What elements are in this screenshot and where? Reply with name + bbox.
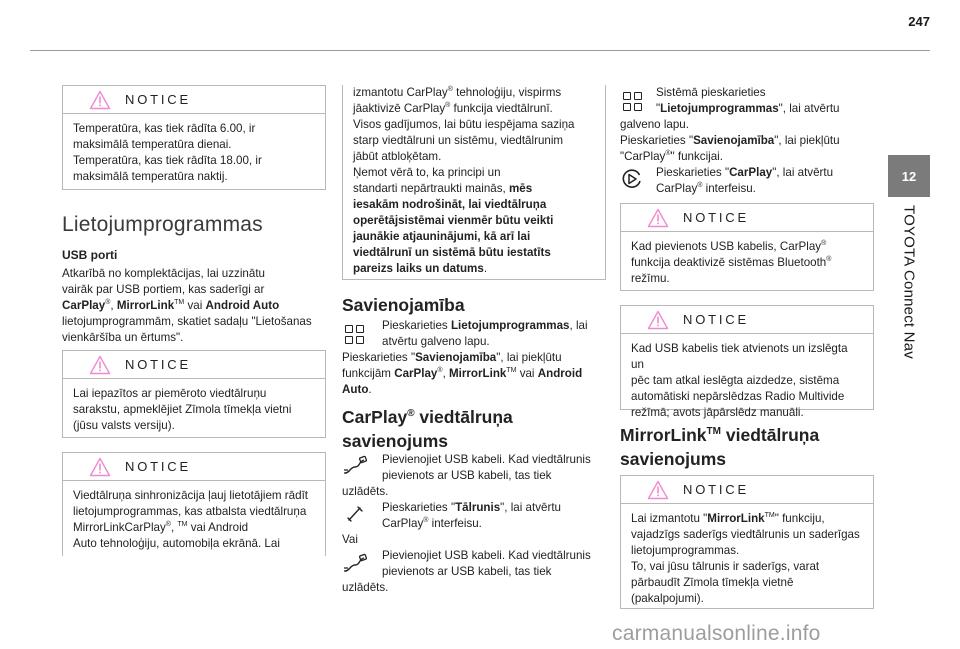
text-span: interfeisu. [428, 517, 482, 530]
notice-header [621, 476, 873, 504]
notice-text [63, 481, 325, 558]
text-line [620, 149, 874, 165]
reg-mark: ® [407, 408, 415, 420]
watermark: carmanualsonline.info [612, 622, 821, 645]
notice-box-bluetooth [620, 203, 874, 291]
text-line: galveno lapu. [620, 118, 689, 131]
text-span: MirrorLink [620, 425, 707, 445]
mirrorlink-term: MirrorLink [116, 299, 175, 312]
separator: , [442, 367, 450, 380]
notice-line: Auto tehnoloģiju, automobiļa ekrānā. Lai [73, 537, 280, 550]
notice-line [353, 197, 595, 213]
notice-header [63, 351, 325, 379]
bold-span: Savienojamība [693, 134, 775, 147]
text-span: , lai [569, 319, 588, 332]
reg-mark: ® [826, 256, 832, 264]
text-span: Pieskarieties " [620, 134, 694, 147]
bold-span: Tālrunis [455, 501, 501, 514]
notice-line: vajadzīgs saderīgs viedtālrunis un saderīgas [631, 528, 860, 541]
notice-line: maksimālā temperatūra dienai. [73, 138, 232, 151]
bold-span: MirrorLink [707, 512, 765, 525]
bold-span: Lietojumprogrammas [450, 319, 570, 332]
text-span: tehnoloģiju, vispirms [452, 86, 562, 99]
text-line [620, 165, 874, 181]
text-line: atvērtu galveno lapu. [382, 335, 490, 348]
text-span: Pieskarieties [382, 319, 451, 332]
text-span: " [656, 102, 661, 115]
reg-mark: ® [447, 86, 453, 94]
text-span: viedtālruņa [414, 407, 513, 427]
notice-box-sync-continued [342, 85, 606, 280]
warning-icon [89, 355, 111, 375]
bold-span: Savienojamība [415, 351, 497, 364]
notice-line [353, 181, 595, 197]
text-span: " funkciju, [774, 512, 825, 525]
text-span: Pieskarieties " [656, 166, 730, 179]
text-line: uzlādēts. [342, 581, 389, 594]
bold-span: Auto [342, 383, 369, 396]
notice-line [631, 255, 863, 271]
tm-mark: TM [764, 512, 775, 520]
text-span: Pieskarieties " [382, 501, 456, 514]
text-span: "CarPlay [620, 150, 666, 163]
reg-mark: ® [697, 182, 703, 190]
tm-mark: TM [706, 426, 721, 438]
notice-line: lietojumprogrammas. [631, 544, 740, 557]
bold-span: pareizs laiks un datums [353, 262, 484, 275]
notice-text [621, 334, 873, 427]
text-line: lietojumprogrammām, skatiet sadaļu "Lietošanas [62, 315, 312, 328]
reg-mark: ® [445, 102, 451, 110]
notice-header [621, 204, 873, 232]
android-auto-term: Android Auto [205, 299, 280, 312]
bold-span: jaunākie atjauninājumi, kā arī lai [353, 230, 531, 243]
carplay-activation-text [620, 85, 874, 197]
notice-header [63, 453, 325, 481]
text-line: Vai [342, 533, 358, 546]
notice-title: NOTICE [125, 357, 191, 372]
reg-mark: ® [437, 367, 443, 375]
text-span: viedtālruņa [721, 425, 820, 445]
text-line: vairāk par USB portiem, kas saderīgi ar [62, 283, 265, 296]
text-span: ", lai piekļūtu [774, 134, 840, 147]
text-span: " funkcijai. [670, 150, 723, 163]
notice-line: pārbaudīt Zīmola tīmekļa vietnē [631, 576, 794, 589]
warning-icon [89, 457, 111, 477]
text-line [342, 382, 606, 398]
text-line: pievienots ar USB kabeli, tas tiek [382, 469, 552, 482]
notice-line [353, 85, 595, 101]
text-span: MirrorLinkCarPlay [73, 521, 166, 534]
text-span: ", lai atvērtu [500, 501, 561, 514]
text-span: CarPlay [656, 182, 698, 195]
notice-title: NOTICE [683, 312, 749, 327]
text-span: jāaktivizē CarPlay [353, 102, 446, 115]
text-line: pievienots ar USB kabeli, tas tiek [382, 565, 552, 578]
notice-box-usb-disconnect [620, 305, 874, 419]
text-line: Atkarībā no komplektācijas, lai uzzinātu [62, 267, 265, 280]
header-divider [30, 50, 930, 51]
text-line: Pievienojiet USB kabeli. Kad viedtālrunis [382, 453, 591, 466]
notice-line: Visos gadījumos, lai būtu iespējama saziņa [353, 118, 575, 131]
text-span: funkcijām [342, 367, 395, 380]
warning-icon [89, 90, 111, 110]
notice-line: (jūsu valsts versiju). [73, 419, 175, 432]
notice-text [343, 85, 605, 277]
notice-line: (pakalpojumi). [631, 592, 704, 605]
usb-ports-text [62, 266, 326, 346]
notice-text [621, 504, 873, 613]
bold-span: Lietojumprogrammas [660, 102, 779, 115]
bold-span: CarPlay [394, 367, 438, 380]
bold-span: viedtālrunī un sistēmā būtu iestatīts [353, 246, 551, 259]
text-line [342, 350, 606, 366]
notice-box-smartphone-list [62, 350, 326, 438]
text-line: Sistēmā pieskarieties [656, 86, 766, 99]
conjunction: vai [516, 367, 538, 380]
separator: , [110, 299, 117, 312]
connectivity-text [342, 318, 606, 398]
text-span: funkcija viedtālrunī. [450, 102, 553, 115]
notice-line: sarakstu, apmeklējiet Zīmola tīmekļa vietni [73, 403, 292, 416]
notice-line: režīmā; avots jāpārslēdz manuāli. [631, 406, 804, 419]
notice-line [73, 520, 315, 536]
notice-line [353, 101, 595, 117]
text-span: Kad pievienots USB kabelis, CarPlay [631, 240, 822, 253]
heading-line [342, 405, 606, 429]
notice-line: starp viedtālruni un sistēmu, viedtālrunim [353, 134, 564, 147]
text-span: CarPlay [342, 407, 408, 427]
warning-icon [647, 208, 669, 228]
text-span: funkcija deaktivizē sistēmas Bluetooth [631, 256, 827, 269]
usb-ports-title: USB porti [62, 248, 118, 262]
bold-span: operētājsistēmai vienmēr būtu veikti [353, 214, 554, 227]
text-line: Pievienojiet USB kabeli. Kad viedtālrunis [382, 549, 591, 562]
section-heading-mirrorlink [620, 423, 874, 471]
carplay-term: CarPlay [62, 299, 106, 312]
text-span: Pieskarieties " [342, 351, 416, 364]
tm-mark: TM [506, 367, 517, 375]
carplay-steps [342, 452, 606, 596]
text-span: ", lai atvērtu [772, 166, 834, 179]
notice-line [353, 261, 595, 277]
text-line [342, 318, 606, 334]
text-span: ", lai atvērtu [778, 102, 840, 115]
reg-mark: ® [105, 299, 111, 307]
text-line [342, 366, 606, 382]
bold-span: mēs [508, 182, 533, 195]
text-span: CarPlay [382, 517, 424, 530]
text-span: . [483, 262, 488, 275]
notice-text [63, 379, 325, 440]
notice-text [621, 232, 873, 293]
text-line [620, 101, 874, 117]
notice-line [631, 239, 863, 255]
text-span: vai Android [187, 521, 249, 534]
chapter-title-container [888, 205, 930, 505]
notice-line: Kad USB kabelis tiek atvienots un izslēgta un [631, 342, 848, 371]
chapter-title: TOYOTA Connect Nav [900, 205, 918, 359]
warning-icon [647, 480, 669, 500]
text-span: izmantotu CarPlay [353, 86, 448, 99]
reg-mark: ® [423, 517, 429, 525]
separator: , [170, 521, 178, 534]
notice-text [63, 114, 325, 191]
notice-line [631, 511, 863, 527]
notice-line: To, vai jūsu tālrunis ir saderīgs, varat [631, 560, 820, 573]
notice-line: jābūt atbloķētam. [353, 150, 442, 163]
text-line: vienkāršība un ērtums". [62, 331, 184, 344]
chapter-tab[interactable]: 12 [888, 155, 930, 197]
notice-line: Lai iepazītos ar piemēroto viedtālruņu [73, 387, 267, 400]
bold-span: MirrorLink [449, 367, 507, 380]
notice-line: Temperatūra, kas tiek rādīta 18.00, ir [73, 154, 262, 167]
notice-box-mirrorlink [620, 475, 874, 609]
notice-title: NOTICE [683, 482, 749, 497]
bold-span: iesakām nodrošināt, lai viedtālruņa [353, 198, 547, 211]
tm-mark: TM [177, 521, 188, 529]
text-line: uzlādēts. [342, 485, 389, 498]
heading-line [620, 423, 874, 447]
notice-box-temperature [62, 85, 326, 190]
notice-line [353, 213, 595, 229]
heading-line: savienojums [620, 449, 727, 469]
section-heading-carplay [342, 405, 606, 453]
section-heading-apps: Lietojumprogrammas [62, 213, 263, 236]
notice-line: Viedtālruņa sinhronizācija ļauj lietotājiem rādīt [73, 489, 309, 502]
bold-span: CarPlay [729, 166, 773, 179]
notice-box-sync [62, 452, 326, 556]
notice-line [353, 245, 595, 261]
text-line [620, 133, 874, 149]
text-line [342, 500, 606, 516]
reg-mark: ® [165, 521, 171, 529]
text-line [620, 181, 874, 197]
tm-mark: TM [174, 299, 185, 307]
notice-title: NOTICE [125, 92, 191, 107]
conjunction: vai [184, 299, 206, 312]
notice-line [353, 229, 595, 245]
section-heading-connectivity: Savienojamība [342, 295, 465, 315]
notice-header [621, 306, 873, 334]
notice-line: lietojumprogrammas, kas atbalsta viedtālruņa [73, 505, 307, 518]
notice-line: Temperatūra, kas tiek rādīta 6.00, ir [73, 122, 256, 135]
reg-mark: ® [665, 150, 671, 158]
warning-icon [647, 310, 669, 330]
notice-line: automātiski nepārslēdzas Radio Multivide [631, 390, 845, 403]
notice-line: režīmu. [631, 272, 670, 285]
notice-line: pēc tam atkal ieslēgta aizdedze, sistēma [631, 374, 840, 387]
text-span: . [368, 383, 372, 396]
text-line [342, 516, 606, 532]
text-span: Lai izmantotu " [631, 512, 708, 525]
notice-title: NOTICE [125, 459, 191, 474]
notice-line: Ņemot vērā to, ka principi un [353, 166, 501, 179]
text-span: interfeisu. [702, 182, 756, 195]
reg-mark: ® [821, 240, 827, 248]
page-number: 247 [908, 14, 930, 29]
text-span: ", lai piekļūtu [496, 351, 562, 364]
notice-line: maksimālā temperatūra naktij. [73, 170, 228, 183]
heading-line: savienojums [342, 431, 449, 451]
notice-title: NOTICE [683, 210, 749, 225]
text-line [62, 298, 326, 314]
text-span: standarti nepārtraukti mainās, [353, 182, 509, 195]
notice-header [63, 86, 325, 114]
bold-span: Android [537, 367, 583, 380]
